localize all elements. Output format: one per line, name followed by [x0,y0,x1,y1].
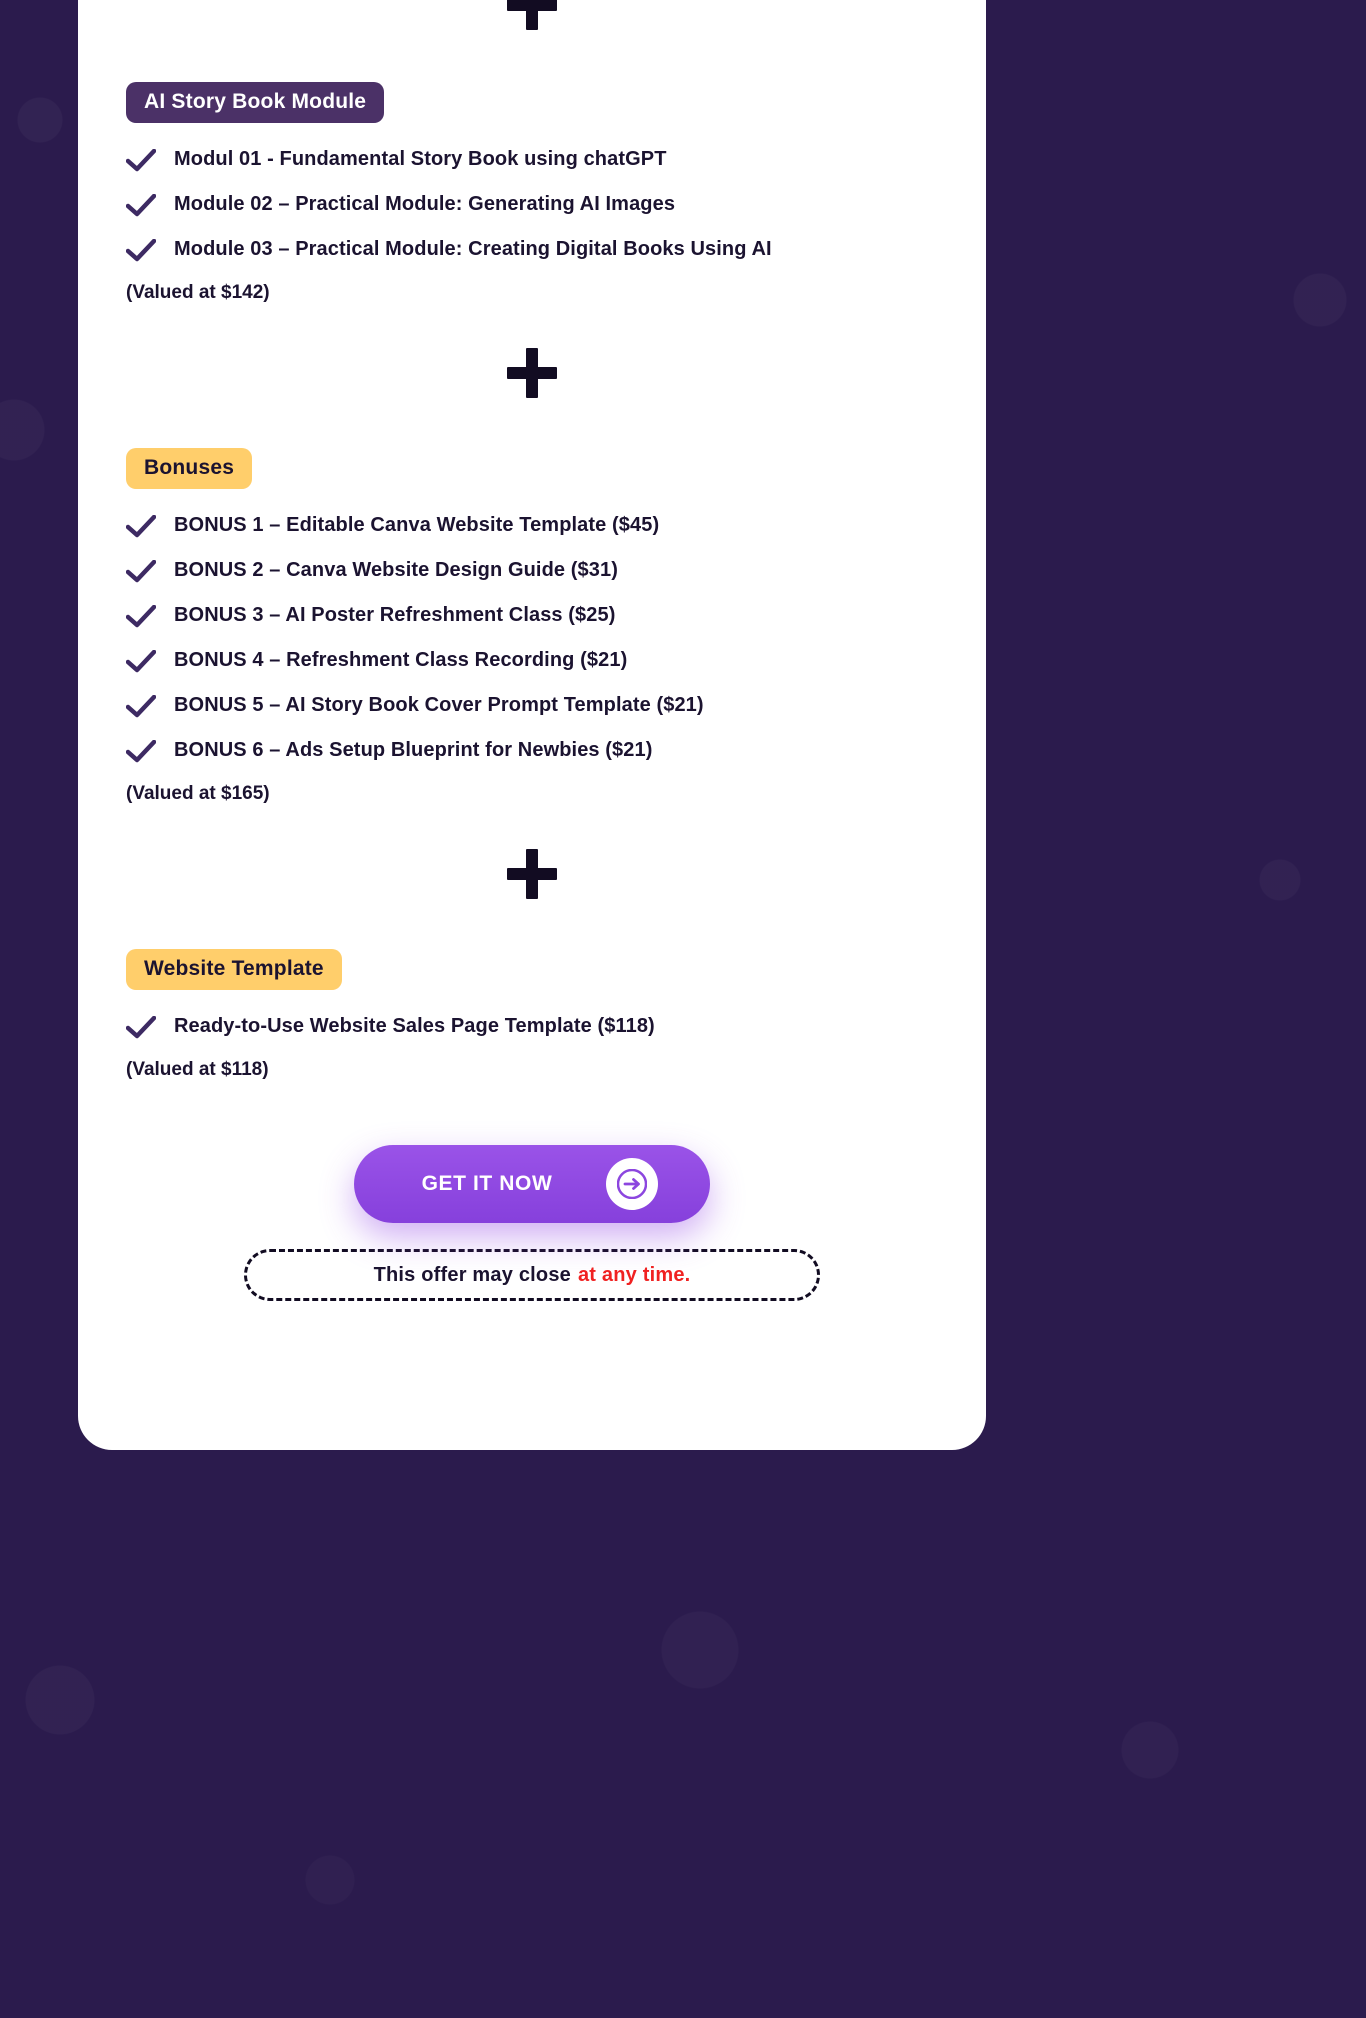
check-icon [126,695,160,719]
list-item-label: Ready-to-Use Website Sales Page Template ($118) [174,1015,655,1037]
check-icon [126,560,160,584]
list-item-label: BONUS 3 – AI Poster Refreshment Class ($25) [174,604,616,626]
list-item [126,603,938,629]
list-item [126,1014,938,1040]
section-value-label: (Valued at $165) [126,783,270,804]
cta-section [126,1145,938,1301]
list-item-label: BONUS 2 – Canva Website Design Guide ($31) [174,559,618,581]
template-list [126,1014,938,1040]
check-icon [126,194,160,218]
list-item [126,558,938,584]
list-item-label: BONUS 6 – Ads Setup Blueprint for Newbies ($21) [174,739,653,761]
section-tag-website-template: Website Template [126,949,342,990]
section-bonuses [126,448,938,805]
section-tag-bonuses: Bonuses [126,448,252,489]
plus-icon [126,0,938,32]
offer-note-highlight: at any time. [577,1263,691,1286]
list-item-label: Module 03 – Practical Module: Creating Digital Books Using AI [174,238,772,260]
cta-label: GET IT NOW [421,1172,553,1195]
list-item [126,513,938,539]
list-item-label: Module 02 – Practical Module: Generating AI Images [174,193,676,215]
list-item-label: Modul 01 - Fundamental Story Book using chatGPT [174,148,667,170]
feature-list [126,147,938,263]
plus-icon [126,346,938,400]
list-item [126,147,938,173]
list-item-label: BONUS 4 – Refreshment Class Recording ($21) [174,649,628,671]
bonus-list [126,513,938,764]
list-item [126,648,938,674]
arrow-right-icon [606,1158,658,1210]
section-tag-ai-story-book-module: AI Story Book Module [126,82,384,123]
check-icon [126,149,160,173]
list-item [126,237,938,263]
check-icon [126,740,160,764]
check-icon [126,515,160,539]
list-item-label: BONUS 5 – AI Story Book Cover Prompt Template ($21) [174,694,704,716]
check-icon [126,650,160,674]
offer-expiry-note [244,1249,820,1301]
section-value-label: (Valued at $118) [126,1059,269,1080]
check-icon [126,605,160,629]
get-it-now-button[interactable] [354,1145,710,1223]
plus-icon [126,847,938,901]
check-icon [126,239,160,263]
list-item [126,693,938,719]
list-item [126,738,938,764]
check-icon [126,1016,160,1040]
list-item [126,192,938,218]
offer-card [78,0,986,1450]
section-website-template [126,949,938,1081]
offer-note-text: This offer may close [373,1263,571,1286]
section-ai-story-book-module [126,82,938,304]
list-item-label: BONUS 1 – Editable Canva Website Template ($45) [174,514,660,536]
section-value-label: (Valued at $142) [126,282,270,303]
